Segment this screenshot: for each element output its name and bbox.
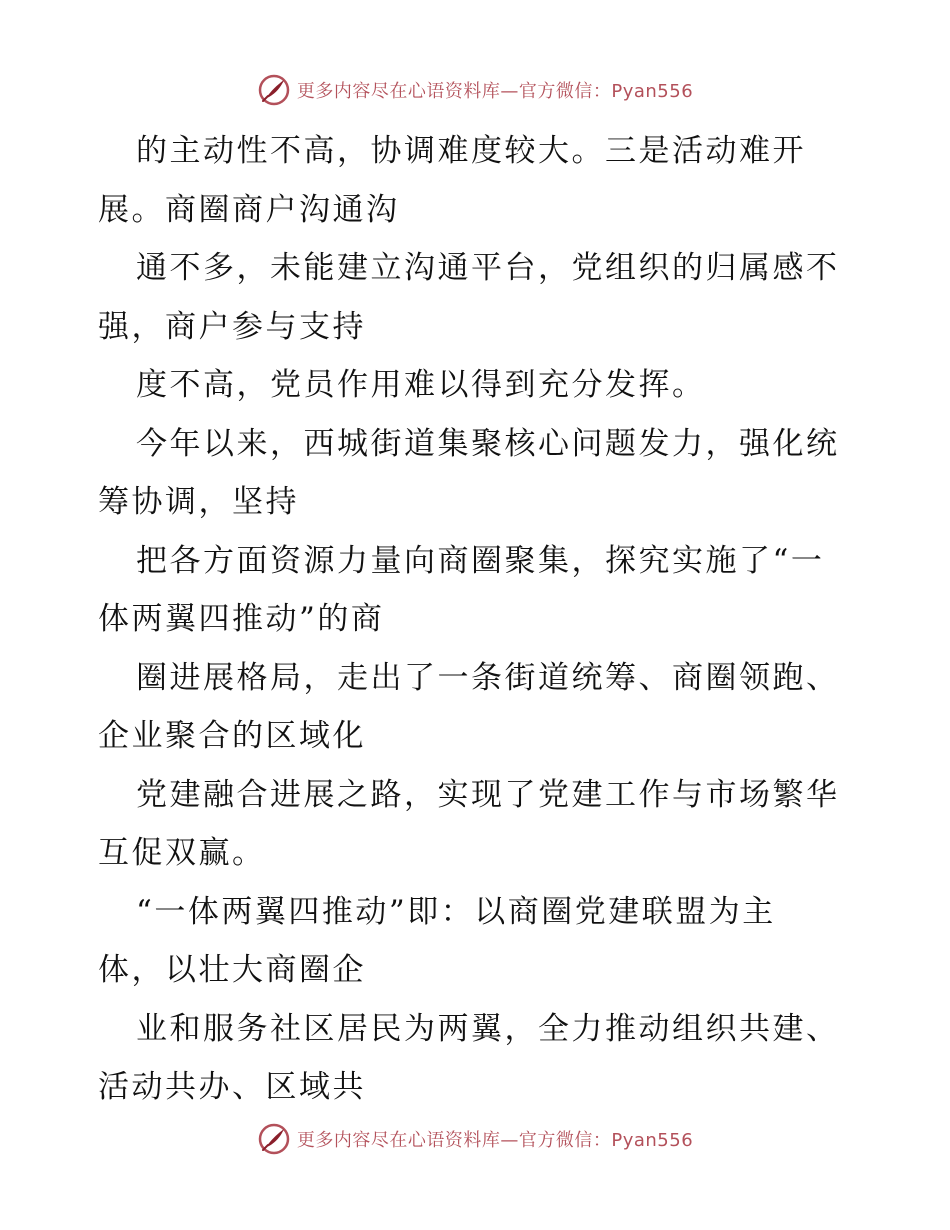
header-banner-text: 更多内容尽在心语资料库—官方微信：Pyan556 — [296, 81, 694, 102]
text-line: 的主动性不高，协调难度较大。三是活动难开 — [136, 133, 806, 169]
text-line: 度不高，党员作用难以得到充分发挥。 — [136, 367, 706, 403]
text-line: “一体两翼四推动”即：以商圈党建联盟为主 — [136, 893, 776, 930]
text-line: 业和服务社区居民为两翼，全力推动组织共建、 — [136, 1010, 840, 1047]
text-line: 圈进展格局，走出了一条街道统筹、商圈领跑、 — [136, 659, 840, 696]
text-line: 通不多，未能建立沟通平台，党组织的归属感不 — [136, 250, 840, 286]
quill-pen-logo-icon — [257, 73, 291, 107]
text-line: 体，以壮大商圈企 — [98, 952, 366, 988]
text-line: 企业聚合的区域化 — [98, 718, 366, 754]
text-line: 互促双赢。 — [98, 835, 266, 871]
footer-banner — [0, 1119, 950, 1159]
quill-pen-logo-icon — [257, 1122, 291, 1156]
text-line: 体两翼四推动”的商 — [98, 601, 385, 637]
text-line: 把各方面资源力量向商圈聚集，探究实施了“一 — [136, 542, 825, 579]
text-line: 党建融合进展之路，实现了党建工作与市场繁华 — [136, 776, 840, 813]
text-line: 筹协调，坚持 — [98, 484, 299, 520]
text-line: 展。商圈商户沟通沟 — [98, 191, 400, 228]
text-line: 今年以来，西城街道集聚核心问题发力，强化统 — [136, 425, 840, 462]
document-body — [98, 122, 858, 1117]
footer-banner-text: 更多内容尽在心语资料库—官方微信：Pyan556 — [296, 1130, 694, 1151]
header-banner — [0, 70, 950, 110]
text-line: 强，商户参与支持 — [98, 308, 366, 345]
text-line: 活动共办、区域共 — [98, 1069, 366, 1105]
